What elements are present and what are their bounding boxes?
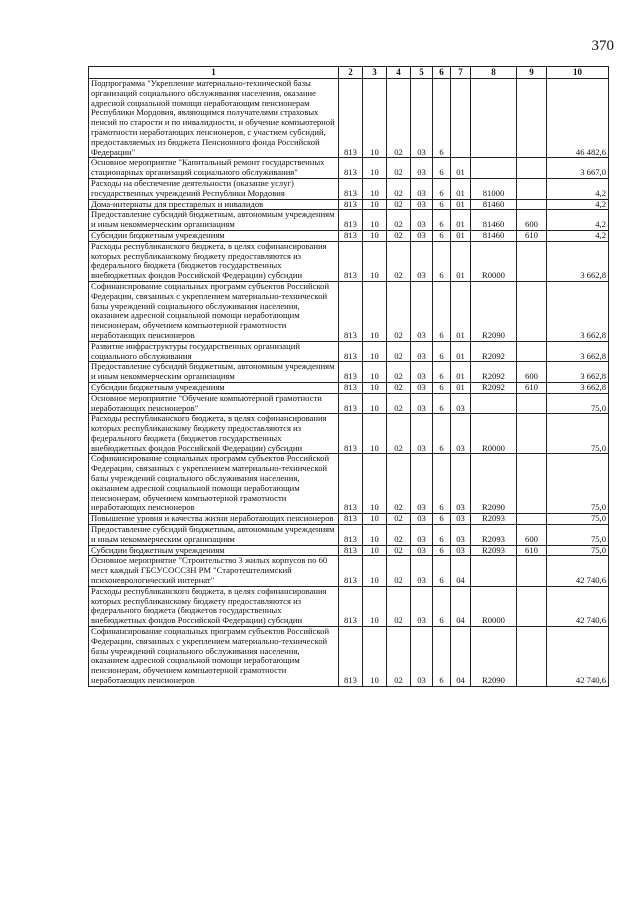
row-description: Основное мероприятие "Капитальный ремонт государственных стационарных организаций социального обслуживания" [89, 158, 339, 179]
subprogram-code: 6 [433, 241, 451, 281]
section-code: 10 [363, 514, 387, 525]
amount: 42 740,6 [547, 627, 609, 687]
ministry-code: 813 [339, 454, 363, 514]
event-code: 03 [451, 514, 471, 525]
subsection-code: 02 [387, 199, 411, 210]
amount: 3 662,8 [547, 362, 609, 383]
subsection-code: 02 [387, 414, 411, 454]
table-row [89, 241, 609, 281]
subprogram-code: 6 [433, 382, 451, 393]
section-code: 10 [363, 241, 387, 281]
subsection-code: 02 [387, 514, 411, 525]
table-row [89, 199, 609, 210]
table-row [89, 178, 609, 199]
direction-code: R2093 [471, 514, 517, 525]
column-header: 8 [471, 67, 517, 79]
row-description: Подпрограмма "Укрепление материально-технической базы организаций социального обслуживания населения, оказание адресной социальной помощи неработающим пенсионерам Республики Мордовия, являющимся получателями страховых пенсий по старости и по инвалидности, и обучение компьютерной грамотности неработающих пенсионеров, с участием субсидий, предоставляемых из бюджета Пенсионного фонда Российской Федерации" [89, 79, 339, 158]
expense-type-code [517, 241, 547, 281]
table-header-row [89, 67, 609, 79]
row-description: Предоставление субсидий бюджетным, автономным учреждениям и иным некоммерческим организациям [89, 210, 339, 231]
amount: 42 740,6 [547, 586, 609, 626]
event-code: 03 [451, 393, 471, 414]
row-description: Расходы республиканского бюджета, в целях софинансирования которых республиканскому бюджету предоставляются из федерального бюджета (бюджетов государственных внебюджетных фондов Российской Федерации) субсидии [89, 241, 339, 281]
subprogram-code: 6 [433, 545, 451, 556]
program-code: 03 [411, 454, 433, 514]
direction-code: R0000 [471, 414, 517, 454]
ministry-code: 813 [339, 414, 363, 454]
row-description: Развитие инфраструктуры государственных организаций социального обслуживания [89, 341, 339, 362]
subprogram-code: 6 [433, 341, 451, 362]
ministry-code: 813 [339, 178, 363, 199]
expense-type-code [517, 627, 547, 687]
subsection-code: 02 [387, 556, 411, 586]
event-code: 01 [451, 158, 471, 179]
ministry-code: 813 [339, 627, 363, 687]
expense-type-code [517, 158, 547, 179]
row-description: Расходы республиканского бюджета, в целях софинансирования которых республиканскому бюджету предоставляются из федерального бюджета (бюджетов государственных внебюджетных фондов Российской Федерации) субсидии [89, 414, 339, 454]
direction-code: 81460 [471, 199, 517, 210]
row-description: Основное мероприятие "Обучение компьютерной грамотности неработающих пенсионеров" [89, 393, 339, 414]
amount: 75,0 [547, 514, 609, 525]
expense-type-code: 600 [517, 362, 547, 383]
amount: 3 662,8 [547, 241, 609, 281]
section-code: 10 [363, 199, 387, 210]
amount: 75,0 [547, 525, 609, 546]
table-row [89, 210, 609, 231]
column-header: 1 [89, 67, 339, 79]
ministry-code: 813 [339, 158, 363, 179]
row-description: Субсидии бюджетным учреждениям [89, 545, 339, 556]
subprogram-code: 6 [433, 79, 451, 158]
column-header: 9 [517, 67, 547, 79]
direction-code: R0000 [471, 241, 517, 281]
event-code [451, 79, 471, 158]
section-code: 10 [363, 545, 387, 556]
direction-code: R2093 [471, 525, 517, 546]
expense-type-code [517, 414, 547, 454]
table-row [89, 414, 609, 454]
row-description: Основное мероприятие "Строительство 3 жилых корпусов по 60 мест каждый ГБСУСОССЗН РМ "Старотештелимский психоневрологический интернат" [89, 556, 339, 586]
direction-code: R2093 [471, 545, 517, 556]
direction-code: R2092 [471, 382, 517, 393]
event-code: 03 [451, 525, 471, 546]
event-code: 01 [451, 199, 471, 210]
table-row [89, 281, 609, 341]
expense-type-code: 610 [517, 545, 547, 556]
ministry-code: 813 [339, 281, 363, 341]
row-description: Субсидии бюджетным учреждениям [89, 382, 339, 393]
ministry-code: 813 [339, 230, 363, 241]
subprogram-code: 6 [433, 281, 451, 341]
column-header: 7 [451, 67, 471, 79]
section-code: 10 [363, 79, 387, 158]
table-row [89, 556, 609, 586]
subprogram-code: 6 [433, 178, 451, 199]
subsection-code: 02 [387, 79, 411, 158]
subprogram-code: 6 [433, 514, 451, 525]
expense-type-code [517, 514, 547, 525]
event-code: 01 [451, 341, 471, 362]
row-description: Софинансирование социальных программ субъектов Российской Федерации, связанных с укреплением материально-технической базы учреждений социального обслуживания населения, оказанием адресной социальной помощи неработающим пенсионерам, обучением компьютерной грамотности неработающих пенсионеров [89, 627, 339, 687]
table-row [89, 393, 609, 414]
subprogram-code: 6 [433, 158, 451, 179]
program-code: 03 [411, 210, 433, 231]
expense-type-code [517, 341, 547, 362]
subsection-code: 02 [387, 210, 411, 231]
event-code: 04 [451, 627, 471, 687]
ministry-code: 813 [339, 382, 363, 393]
program-code: 03 [411, 586, 433, 626]
section-code: 10 [363, 414, 387, 454]
subprogram-code: 6 [433, 362, 451, 383]
amount: 75,0 [547, 454, 609, 514]
amount: 3 662,8 [547, 341, 609, 362]
program-code: 03 [411, 514, 433, 525]
program-code: 03 [411, 241, 433, 281]
ministry-code: 813 [339, 362, 363, 383]
section-code: 10 [363, 393, 387, 414]
ministry-code: 813 [339, 514, 363, 525]
program-code: 03 [411, 525, 433, 546]
program-code: 03 [411, 382, 433, 393]
event-code: 01 [451, 210, 471, 231]
section-code: 10 [363, 178, 387, 199]
column-header: 10 [547, 67, 609, 79]
ministry-code: 813 [339, 241, 363, 281]
amount: 3 667,0 [547, 158, 609, 179]
section-code: 10 [363, 556, 387, 586]
section-code: 10 [363, 230, 387, 241]
expense-type-code: 610 [517, 382, 547, 393]
ministry-code: 813 [339, 586, 363, 626]
subprogram-code: 6 [433, 199, 451, 210]
subprogram-code: 6 [433, 230, 451, 241]
ministry-code: 813 [339, 393, 363, 414]
section-code: 10 [363, 158, 387, 179]
table-row [89, 341, 609, 362]
subsection-code: 02 [387, 230, 411, 241]
ministry-code: 813 [339, 341, 363, 362]
subsection-code: 02 [387, 393, 411, 414]
subsection-code: 02 [387, 341, 411, 362]
section-code: 10 [363, 454, 387, 514]
expense-type-code [517, 178, 547, 199]
section-code: 10 [363, 210, 387, 231]
table-row [89, 586, 609, 626]
program-code: 03 [411, 556, 433, 586]
subsection-code: 02 [387, 627, 411, 687]
section-code: 10 [363, 341, 387, 362]
ministry-code: 813 [339, 556, 363, 586]
event-code: 01 [451, 230, 471, 241]
expense-type-code: 600 [517, 525, 547, 546]
section-code: 10 [363, 586, 387, 626]
amount: 42 740,6 [547, 556, 609, 586]
program-code: 03 [411, 341, 433, 362]
direction-code: R0000 [471, 586, 517, 626]
direction-code: R2090 [471, 627, 517, 687]
expense-type-code [517, 586, 547, 626]
subsection-code: 02 [387, 454, 411, 514]
column-header: 3 [363, 67, 387, 79]
section-code: 10 [363, 627, 387, 687]
table-row [89, 454, 609, 514]
event-code: 03 [451, 454, 471, 514]
amount: 3 662,8 [547, 281, 609, 341]
event-code: 01 [451, 281, 471, 341]
table-row [89, 514, 609, 525]
event-code: 01 [451, 178, 471, 199]
row-description: Субсидии бюджетным учреждениям [89, 230, 339, 241]
subsection-code: 02 [387, 281, 411, 341]
ministry-code: 813 [339, 525, 363, 546]
section-code: 10 [363, 382, 387, 393]
program-code: 03 [411, 178, 433, 199]
amount: 75,0 [547, 393, 609, 414]
direction-code: 81460 [471, 210, 517, 231]
subsection-code: 02 [387, 241, 411, 281]
subsection-code: 02 [387, 362, 411, 383]
subsection-code: 02 [387, 178, 411, 199]
event-code: 04 [451, 556, 471, 586]
row-description: Предоставление субсидий бюджетным, автономным учреждениям и иным некоммерческим организациям [89, 525, 339, 546]
amount: 4,2 [547, 210, 609, 231]
table-row [89, 525, 609, 546]
program-code: 03 [411, 199, 433, 210]
expense-type-code [517, 393, 547, 414]
subsection-code: 02 [387, 525, 411, 546]
subsection-code: 02 [387, 382, 411, 393]
column-header: 4 [387, 67, 411, 79]
event-code: 01 [451, 241, 471, 281]
ministry-code: 813 [339, 210, 363, 231]
event-code: 04 [451, 586, 471, 626]
column-header: 5 [411, 67, 433, 79]
program-code: 03 [411, 627, 433, 687]
column-header: 6 [433, 67, 451, 79]
direction-code: 81460 [471, 230, 517, 241]
table-row [89, 230, 609, 241]
subprogram-code: 6 [433, 210, 451, 231]
amount: 4,2 [547, 199, 609, 210]
section-code: 10 [363, 281, 387, 341]
table-row [89, 627, 609, 687]
program-code: 03 [411, 393, 433, 414]
expense-type-code [517, 79, 547, 158]
amount: 75,0 [547, 545, 609, 556]
amount: 75,0 [547, 414, 609, 454]
direction-code [471, 393, 517, 414]
subprogram-code: 6 [433, 525, 451, 546]
subsection-code: 02 [387, 586, 411, 626]
subprogram-code: 6 [433, 556, 451, 586]
amount: 46 482,6 [547, 79, 609, 158]
subprogram-code: 6 [433, 627, 451, 687]
program-code: 03 [411, 414, 433, 454]
program-code: 03 [411, 230, 433, 241]
expense-type-code [517, 281, 547, 341]
direction-code: R2090 [471, 281, 517, 341]
expense-type-code [517, 454, 547, 514]
row-description: Расходы на обеспечение деятельности (оказание услуг) государственных учреждений Республики Мордовия [89, 178, 339, 199]
section-code: 10 [363, 362, 387, 383]
direction-code [471, 79, 517, 158]
event-code: 01 [451, 382, 471, 393]
column-header: 2 [339, 67, 363, 79]
row-description: Повышение уровня и качества жизни неработающих пенсионеров [89, 514, 339, 525]
ministry-code: 813 [339, 79, 363, 158]
direction-code [471, 556, 517, 586]
subprogram-code: 6 [433, 454, 451, 514]
row-description: Софинансирование социальных программ субъектов Российской Федерации, связанных с укреплением материально-технической базы учреждений социального обслуживания населения, оказанием адресной социальной помощи неработающим пенсионерам, обучением компьютерной грамотности неработающих пенсионеров [89, 281, 339, 341]
direction-code: R2092 [471, 341, 517, 362]
subprogram-code: 6 [433, 393, 451, 414]
event-code: 03 [451, 414, 471, 454]
direction-code: R2090 [471, 454, 517, 514]
row-description: Предоставление субсидий бюджетным, автономным учреждениям и иным некоммерческим организациям [89, 362, 339, 383]
program-code: 03 [411, 281, 433, 341]
direction-code [471, 158, 517, 179]
amount: 4,2 [547, 230, 609, 241]
expense-type-code [517, 199, 547, 210]
page-number: 370 [591, 38, 614, 54]
program-code: 03 [411, 545, 433, 556]
subsection-code: 02 [387, 545, 411, 556]
row-description: Расходы республиканского бюджета, в целях софинансирования которых республиканскому бюджету предоставляются из федерального бюджета (бюджетов государственных внебюджетных фондов Российской Федерации) субсидии [89, 586, 339, 626]
subsection-code: 02 [387, 158, 411, 179]
event-code: 03 [451, 545, 471, 556]
direction-code: R2092 [471, 362, 517, 383]
expense-type-code: 600 [517, 210, 547, 231]
table-row [89, 362, 609, 383]
subprogram-code: 6 [433, 586, 451, 626]
ministry-code: 813 [339, 199, 363, 210]
ministry-code: 813 [339, 545, 363, 556]
expense-type-code [517, 556, 547, 586]
row-description: Дома-интернаты для престарелых и инвалидов [89, 199, 339, 210]
expense-type-code: 610 [517, 230, 547, 241]
table-row [89, 158, 609, 179]
program-code: 03 [411, 158, 433, 179]
program-code: 03 [411, 362, 433, 383]
budget-table [88, 66, 609, 687]
subprogram-code: 6 [433, 414, 451, 454]
section-code: 10 [363, 525, 387, 546]
table-row [89, 545, 609, 556]
row-description: Софинансирование социальных программ субъектов Российской Федерации, связанных с укреплением материально-технической базы учреждений социального обслуживания населения, оказанием адресной социальной помощи неработающим пенсионерам, обучением компьютерной грамотности неработающих пенсионеров [89, 454, 339, 514]
table-row [89, 79, 609, 158]
event-code: 01 [451, 362, 471, 383]
program-code: 03 [411, 79, 433, 158]
amount: 4,2 [547, 178, 609, 199]
table-row [89, 382, 609, 393]
direction-code: 81000 [471, 178, 517, 199]
amount: 3 662,8 [547, 382, 609, 393]
